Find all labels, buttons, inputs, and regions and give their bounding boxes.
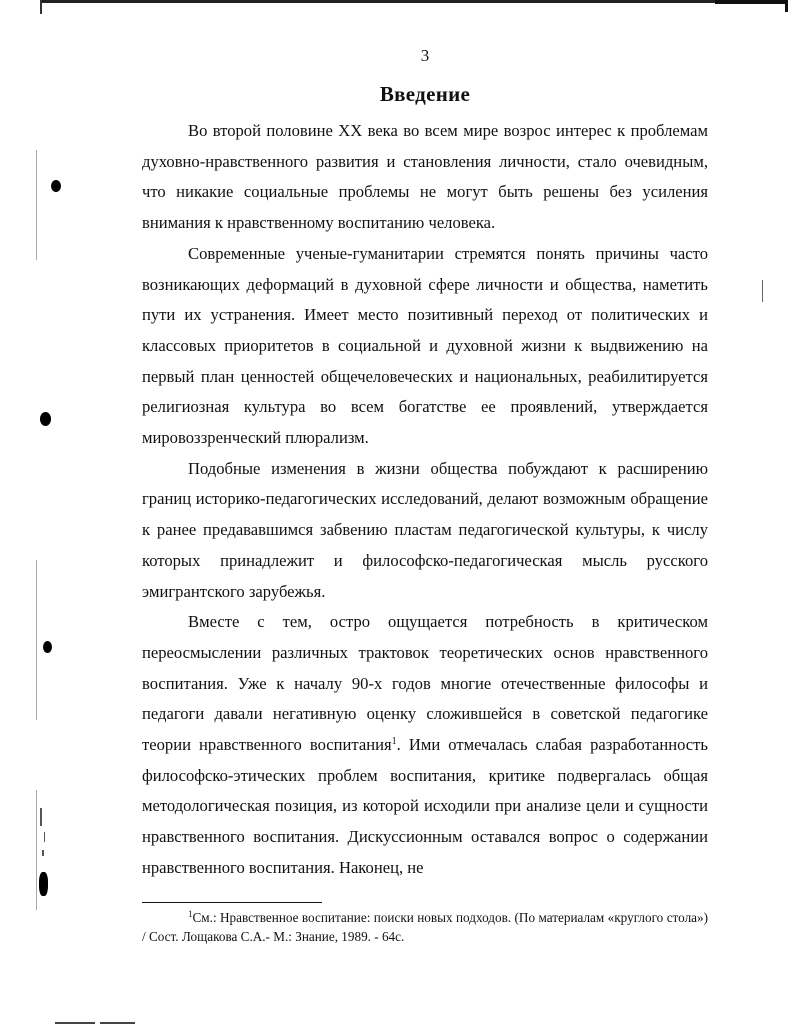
footnote-separator (142, 902, 322, 903)
paragraph-2: Современные ученые-гуманитарии стремятся понять причины часто возникающих деформаций в духовной сфере личности и общества, наметить пути их устранения. Имеет место позитивный переход от политических и классовых приоритетов в социальной и духовной жизни к выдвижению на первый план ценностей общечеловеческих и национальных, реабилитируется религиозная культура во всем богатстве ее проявлений, утверждается мировоззренческий плюрализм. (142, 243, 708, 448)
binder-hole-mark (39, 872, 48, 896)
paragraph-1: Во второй половине XX века во всем мире возрос интерес к проблемам духовно-нравственного развития и становления личности, стало очевидным, что никакие социальные проблемы не могут быть решены без усиления внимания к нравственному воспитанию человека. (142, 121, 708, 233)
scan-edge-bottom (100, 1022, 135, 1024)
footnote-marker: 1 (188, 909, 193, 919)
page-number: 3 (420, 46, 430, 65)
paragraph-4-text-before: Вместе с тем, остро ощущается потребность в критическом переосмыслении различных трактовок теоретических основ нравственного воспитания. Уже к началу 90-х годов многие отечественные философы и педагоги давали негативную оценку сложившейся в советской педагогике теории нравственного воспитания (142, 612, 708, 755)
footnote-reference: 1 (391, 736, 397, 748)
footnote-text: См.: Нравственное воспитание: поиски новых подходов. (По материалам «круглого стола») / Сост. Лощакова С.А.- М.: Знание, 1989. - 64с. (142, 910, 708, 944)
scan-speck (40, 808, 42, 826)
footnote (142, 908, 708, 946)
body-text (142, 116, 708, 884)
scan-edge-top (40, 0, 780, 3)
paragraph-4 (142, 607, 708, 883)
scan-margin-line (36, 790, 37, 910)
scan-edge-tick (40, 0, 42, 14)
scan-speck (44, 832, 45, 842)
scan-margin-line (36, 560, 37, 720)
scan-margin-mark (762, 280, 763, 302)
paragraph-3: Подобные изменения в жизни общества побуждают к расширению границ историко-педагогических исследований, делают возможным обращение к ранее предававшимся забвению пластам педагогической культуры, к числу которых принадлежит и философско-педагогическая мысль русского эмигрантского зарубежья. (142, 458, 708, 601)
scan-corner-mark (715, 0, 788, 12)
binder-hole-mark (51, 180, 61, 192)
binder-hole-mark (40, 412, 51, 426)
binder-hole-mark (43, 641, 52, 653)
scan-margin-line (36, 150, 37, 260)
page-title: Введение (379, 82, 471, 106)
scan-speck (42, 850, 44, 856)
scan-edge-bottom (55, 1022, 95, 1024)
paragraph-4-text-after: . Ими отмечалась слабая разработанность философско-этических проблем воспитания, критике подвергалась общая методологическая позиция, из которой исходили при анализе цели и сущности нравственного воспитания. Дискуссионным оставался вопрос о содержании нравственного воспитания. Наконец, не (142, 735, 708, 877)
